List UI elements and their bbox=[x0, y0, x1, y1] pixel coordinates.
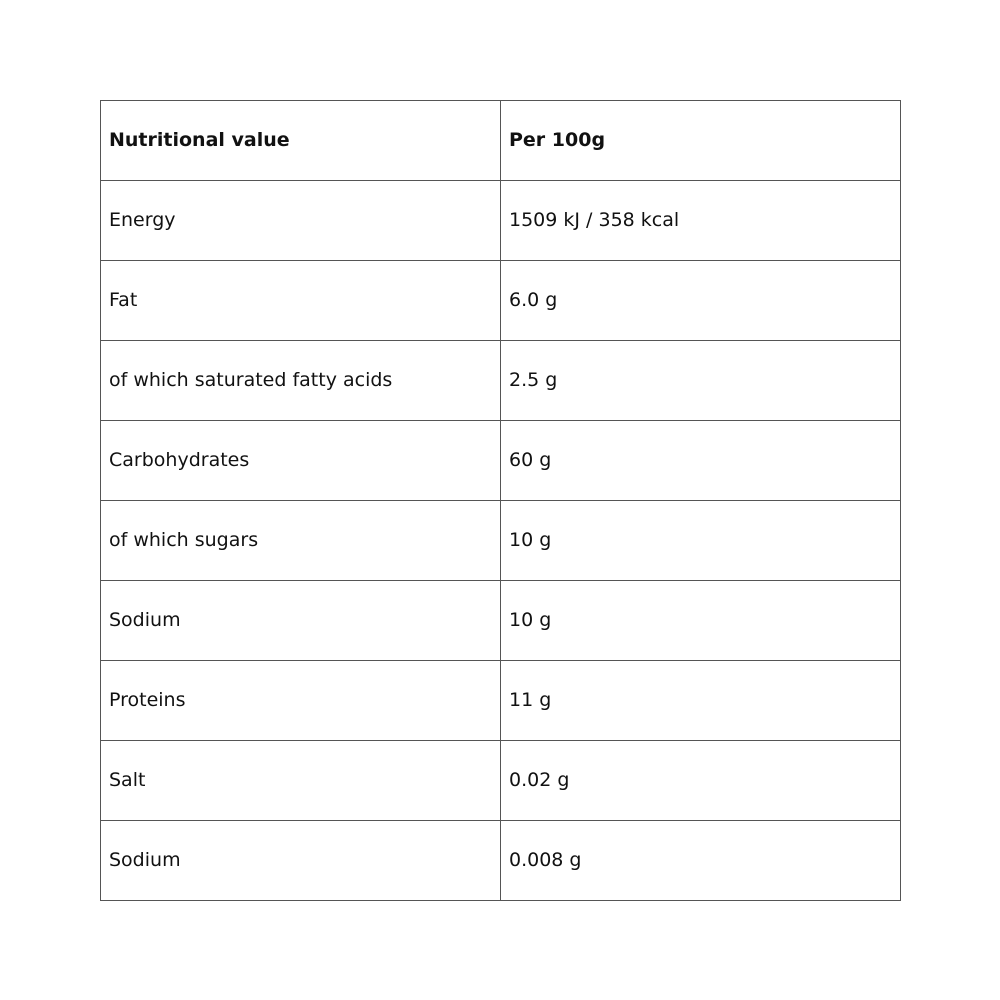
nutrient-name: Energy bbox=[101, 181, 501, 261]
nutrition-table bbox=[100, 100, 901, 901]
table-row bbox=[101, 741, 901, 821]
table-row bbox=[101, 581, 901, 661]
table-row bbox=[101, 501, 901, 581]
header-per-100g: Per 100g bbox=[501, 101, 901, 181]
nutrient-value: 2.5 g bbox=[501, 341, 901, 421]
nutrient-name: Salt bbox=[101, 741, 501, 821]
header-nutritional-value: Nutritional value bbox=[101, 101, 501, 181]
nutrient-name: of which saturated fatty acids bbox=[101, 341, 501, 421]
table-header-row bbox=[101, 101, 901, 181]
table-row bbox=[101, 181, 901, 261]
nutrient-value: 1509 kJ / 358 kcal bbox=[501, 181, 901, 261]
nutrient-value: 11 g bbox=[501, 661, 901, 741]
nutrient-name: Fat bbox=[101, 261, 501, 341]
table-row bbox=[101, 341, 901, 421]
nutrient-value: 60 g bbox=[501, 421, 901, 501]
table-row bbox=[101, 261, 901, 341]
nutrient-value: 6.0 g bbox=[501, 261, 901, 341]
nutrient-value: 10 g bbox=[501, 501, 901, 581]
nutrient-name: Sodium bbox=[101, 821, 501, 901]
nutrient-value: 0.02 g bbox=[501, 741, 901, 821]
table-row bbox=[101, 661, 901, 741]
nutrient-value: 0.008 g bbox=[501, 821, 901, 901]
nutrient-name: Carbohydrates bbox=[101, 421, 501, 501]
nutrient-name: of which sugars bbox=[101, 501, 501, 581]
nutrient-name: Proteins bbox=[101, 661, 501, 741]
nutrient-name: Sodium bbox=[101, 581, 501, 661]
table-row bbox=[101, 421, 901, 501]
table-row bbox=[101, 821, 901, 901]
nutrient-value: 10 g bbox=[501, 581, 901, 661]
